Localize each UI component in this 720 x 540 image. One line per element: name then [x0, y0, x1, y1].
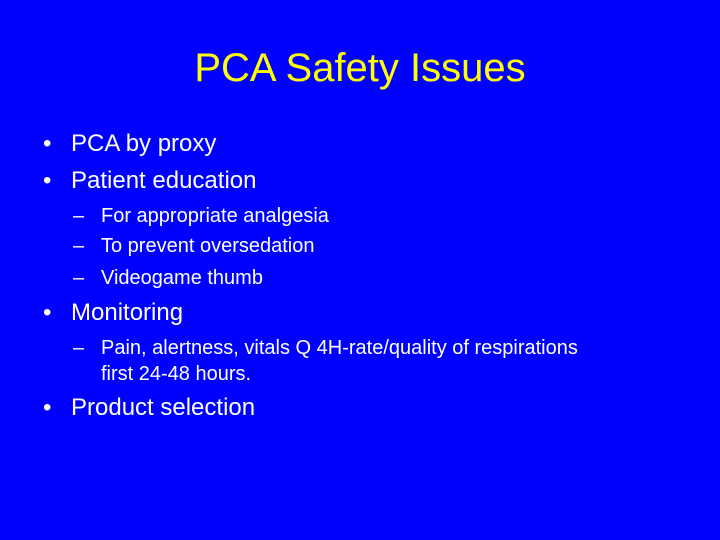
bullet-marker: • — [43, 299, 52, 326]
bullet-text: PCA by proxy — [71, 130, 217, 157]
sub-bullet-marker: – — [73, 267, 85, 289]
bullet-marker: • — [43, 167, 52, 194]
bullet-text: Monitoring — [71, 299, 184, 326]
bullet-text: Patient education — [71, 167, 257, 194]
sub-bullet-marker: – — [73, 205, 85, 227]
sub-bullet-text: Pain, alertness, vitals Q 4H-rate/quality of respirations — [101, 337, 578, 359]
sub-bullet-marker: – — [73, 337, 85, 359]
sub-bullet-text: Videogame thumb — [101, 267, 263, 289]
bullet-marker: • — [43, 394, 52, 421]
bullet-marker: • — [43, 130, 52, 157]
sub-bullet-text: For appropriate analgesia — [101, 205, 329, 227]
bullet-text: Product selection — [71, 394, 256, 421]
sub-bullet-marker: – — [73, 235, 85, 257]
slide-title: PCA Safety Issues — [194, 46, 526, 90]
sub-bullet-text: first 24-48 hours. — [101, 363, 252, 385]
sub-bullet-text: To prevent oversedation — [101, 235, 315, 257]
